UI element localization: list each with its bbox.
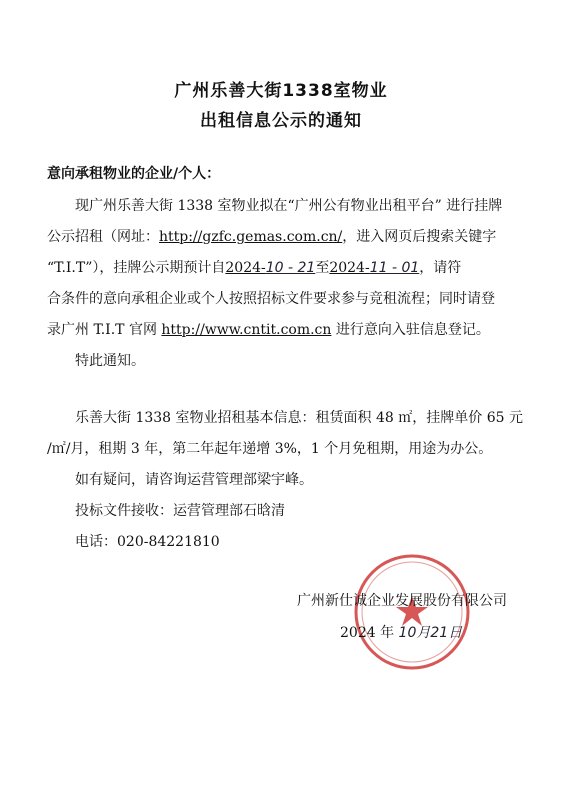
signature-company: 广州新仕诚企业发展股份有限公司 [297, 593, 507, 609]
paragraph1-line3-prefix: “T.I.T”），挂牌公示期预计自 [47, 260, 226, 276]
start-date-printed: 2024- [225, 260, 266, 276]
notice-title-line1: 广州乐善大街1338室物业 [174, 81, 388, 101]
contact-inquiry: 如有疑问，请咨询运营管理部梁宇峰。 [75, 472, 313, 488]
end-date-printed: 2024- [329, 260, 370, 276]
signature-date [340, 622, 462, 642]
paragraph1-line4: 合条件的意向承租企业或个人按照招标文件要求参与竞租流程；同时请登 [47, 291, 495, 307]
paragraph1-line5 [47, 320, 490, 340]
signature-date-handwritten: 10月21日 [398, 625, 463, 641]
company-seal [352, 552, 472, 672]
start-date-handwritten: 10 - 21 [265, 260, 316, 276]
tit-official-site-link[interactable]: http://www.cntit.com.cn [161, 322, 332, 338]
phone-number: 电话：020-84221810 [75, 534, 220, 550]
paragraph1-line1: 现广州乐善大街 1338 室物业拟在“广州公有物业出租平台” 进行挂牌 [75, 198, 503, 214]
paragraph1-line5-prefix: 录广州 T.I.T 官网 [47, 322, 162, 338]
date-range-separator: 至 [315, 260, 330, 276]
end-date-handwritten: 11 - 01 [369, 260, 420, 276]
bid-receiver: 投标文件接收：运营管理部石晗清 [75, 503, 285, 519]
notice-title-line2: 出租信息公示的通知 [200, 111, 362, 131]
closing-note: 特此通知。 [75, 353, 145, 369]
signature-date-year: 2024 年 [340, 625, 395, 641]
paragraph1-line3 [47, 258, 461, 278]
paragraph1-line3-suffix: ，请符 [419, 260, 462, 276]
rental-info-line1: 乐善大街 1338 室物业招租基本信息：租赁面积 48 ㎡，挂牌单价 65 元 [75, 410, 523, 426]
paragraph1-line5-suffix: 进行意向入驻信息登记。 [331, 322, 490, 338]
platform-url-link[interactable]: http://gzfc.gemas.com.cn/ [159, 229, 343, 245]
paragraph1-line2-prefix: 公示招租（网址： [47, 229, 159, 245]
paragraph1-line2 [47, 227, 496, 247]
paragraph1-line2-suffix: ，进入网页后搜索关键字 [342, 229, 497, 245]
greeting: 意向承租物业的企业/个人： [47, 166, 221, 182]
rental-info-line2: /㎡/月，租期 3 年，第二年起年递增 3%，1 个月免租期，用途为办公。 [47, 441, 493, 457]
